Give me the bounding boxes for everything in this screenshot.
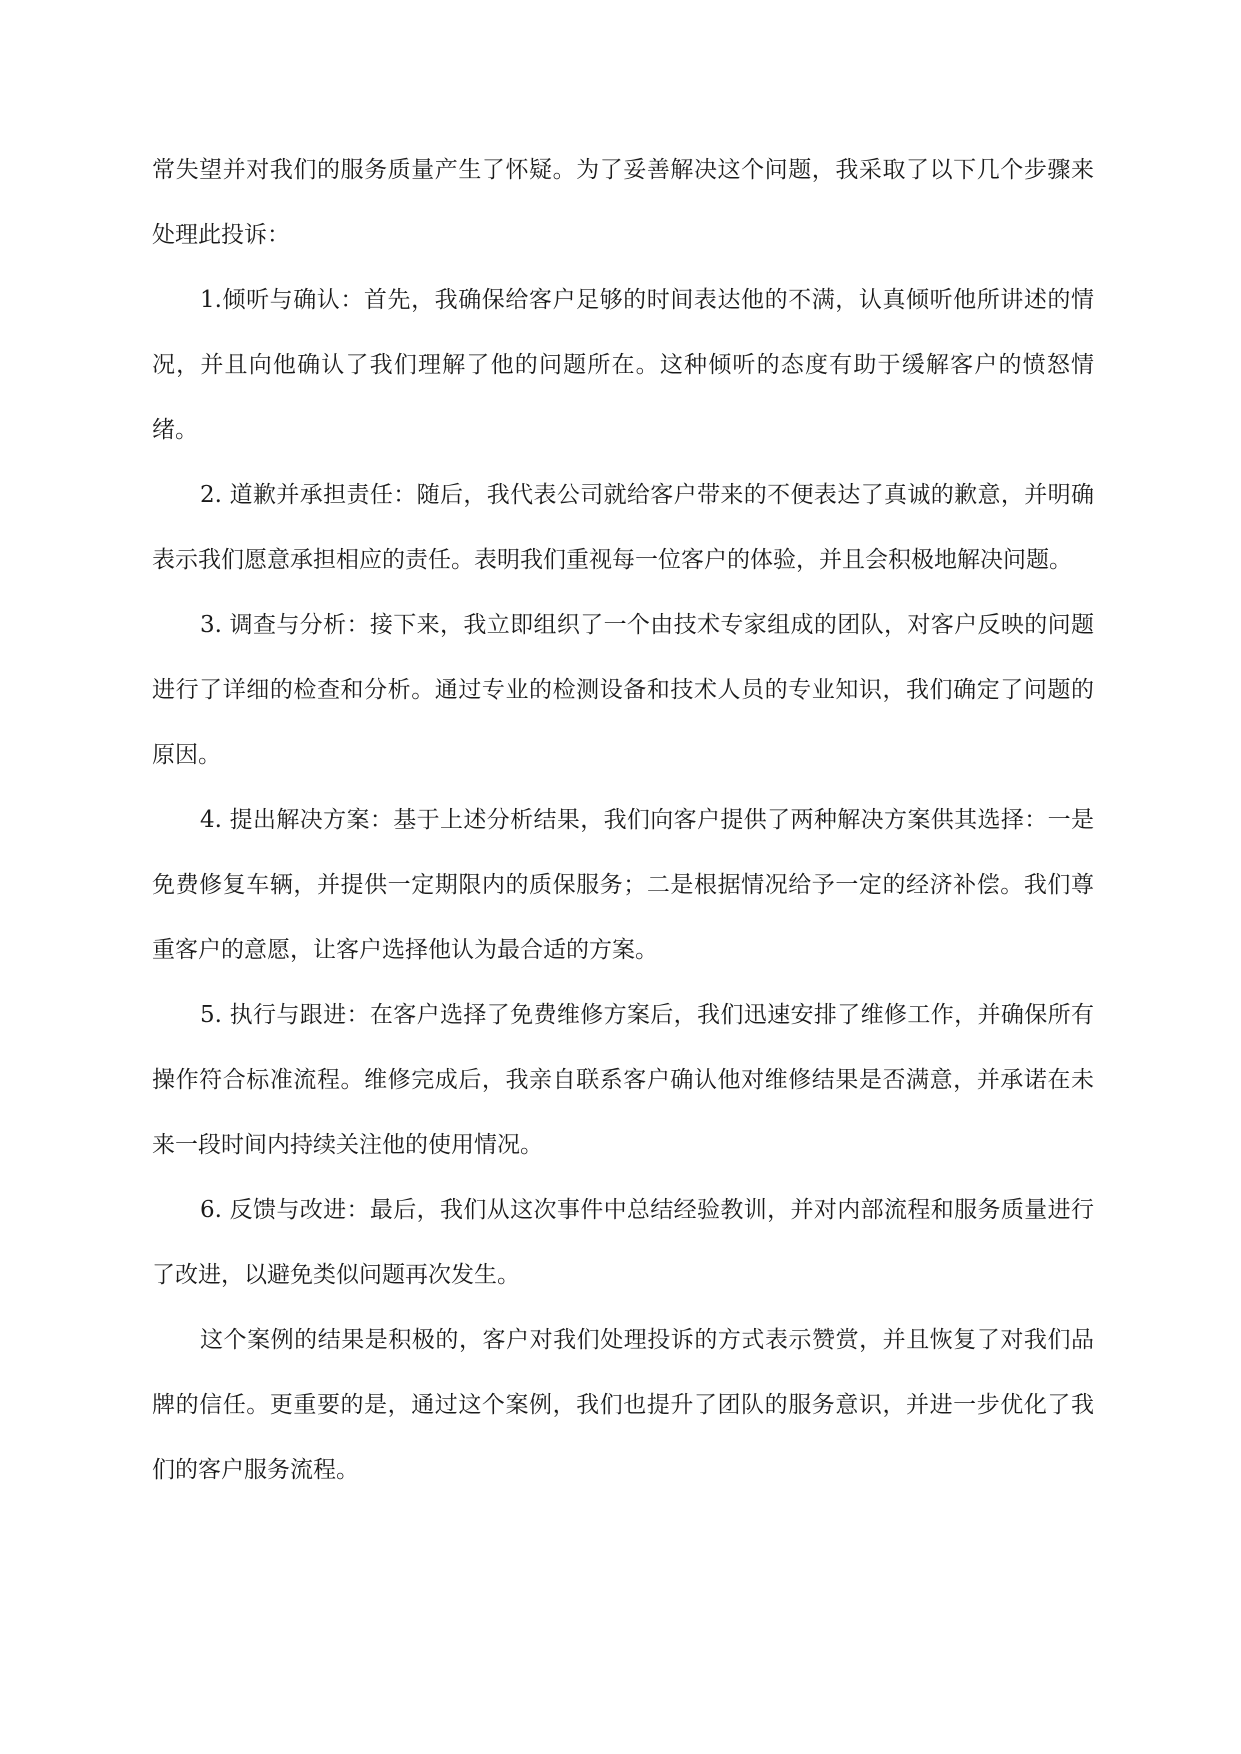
document-body: [152, 138, 1094, 1503]
paragraph-step-4-solutions: 4. 提出解决方案：基于上述分析结果，我们向客户提供了两种解决方案供其选择：一是免费修复车辆，并提供一定期限内的质保服务；二是根据情况给予一定的经济补偿。我们尊重客户的意愿，让客户选择他认为最合适的方案。: [152, 807, 1094, 963]
paragraph-step-6-feedback-improve: 6. 反馈与改进：最后，我们从这次事件中总结经验教训，并对内部流程和服务质量进行了改进，以避免类似问题再次发生。: [152, 1197, 1094, 1288]
paragraph-conclusion: 这个案例的结果是积极的，客户对我们处理投诉的方式表示赞赏，并且恢复了对我们品牌的信任。更重要的是，通过这个案例，我们也提升了团队的服务意识，并进一步优化了我们的客户服务流程。: [152, 1327, 1094, 1483]
paragraph-step-2-apologize: 2. 道歉并承担责任：随后，我代表公司就给客户带来的不便表达了真诚的歉意，并明确表示我们愿意承担相应的责任。表明我们重视每一位客户的体验，并且会积极地解决问题。: [152, 482, 1094, 573]
paragraph-intro: 常失望并对我们的服务质量产生了怀疑。为了妥善解决这个问题，我采取了以下几个步骤来处理此投诉：: [152, 157, 1094, 248]
paragraph-step-3-investigate: 3. 调查与分析：接下来，我立即组织了一个由技术专家组成的团队，对客户反映的问题进行了详细的检查和分析。通过专业的检测设备和技术人员的专业知识，我们确定了问题的原因。: [152, 612, 1094, 768]
paragraph-step-1-listen-confirm: 1.倾听与确认：首先，我确保给客户足够的时间表达他的不满，认真倾听他所讲述的情况，并且向他确认了我们理解了他的问题所在。这种倾听的态度有助于缓解客户的愤怒情绪。: [152, 287, 1094, 443]
paragraph-step-5-execute-follow-up: 5. 执行与跟进：在客户选择了免费维修方案后，我们迅速安排了维修工作，并确保所有操作符合标准流程。维修完成后，我亲自联系客户确认他对维修结果是否满意，并承诺在未来一段时间内持续关注他的使用情况。: [152, 1002, 1094, 1158]
